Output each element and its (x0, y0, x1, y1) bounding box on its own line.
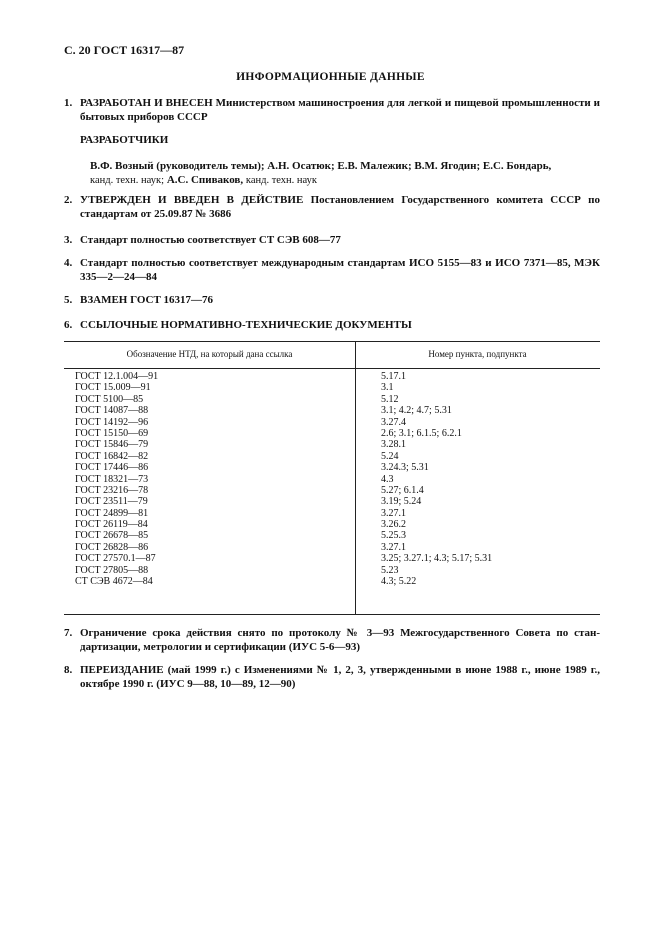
item-number: 7. (64, 627, 73, 639)
table-row (64, 496, 600, 507)
item-number: 4. (64, 257, 73, 269)
page-header: С. 20 ГОСТ 16317—87 (64, 43, 185, 57)
developers-line-2 (90, 173, 602, 188)
table-row (64, 371, 600, 382)
ntd-designation: ГОСТ 15.009—91 (75, 382, 151, 394)
clause-numbers: 3.25; 3.27.1; 4.3; 5.17; 5.31 (381, 553, 493, 565)
table-rule-bottom (64, 614, 600, 615)
clause-numbers: 5.25.3 (381, 530, 406, 542)
ntd-designation: ГОСТ 15150—69 (75, 427, 149, 439)
ntd-designation: ГОСТ 27805—88 (75, 564, 149, 576)
table-header-designation: Обозначение НТД, на который дана ссылка (126, 349, 293, 359)
item-body: Министерством машиностроения для легкой и пищевой промышленности и бытовых приборов СССР (80, 97, 601, 123)
clause-numbers: 5.17.1 (381, 371, 406, 382)
ntd-designation: ГОСТ 18321—73 (75, 473, 149, 485)
clause-numbers: 3.26.2 (381, 519, 406, 531)
clause-numbers: 2.6; 3.1; 6.1.5; 6.2.1 (381, 427, 462, 439)
table-row (64, 394, 600, 405)
clause-numbers: 4.3; 5.22 (381, 576, 417, 588)
ntd-designation: ГОСТ 14087—88 (75, 405, 149, 417)
item-number: 5. (64, 294, 73, 306)
table-row (64, 508, 600, 519)
item-number: 1. (64, 97, 73, 109)
ntd-designation: ГОСТ 14192—96 (75, 416, 149, 428)
clause-numbers: 3.1 (381, 382, 394, 394)
table-row (64, 542, 600, 553)
item-1 (64, 96, 600, 124)
item-number: 3. (64, 234, 73, 246)
item-lead: УТВЕРЖДЕН И ВВЕДЕН В ДЕЙСТВИЕ (80, 194, 304, 206)
ntd-designation: ГОСТ 5100—85 (75, 393, 144, 405)
clause-numbers: 3.19; 5.24 (381, 496, 422, 508)
table-row (64, 565, 600, 576)
clause-numbers: 3.24.3; 5.31 (381, 462, 429, 474)
ntd-designation: ГОСТ 27570.1—87 (75, 553, 156, 565)
item-text: Ограничение срока действия снято по протоколу № 3—93 Межгосударственного Совета по стандартизации, метрологии и сертификации (ИУС 5-6—93) (80, 627, 600, 653)
table-row (64, 462, 600, 473)
ntd-designation: ГОСТ 15846—79 (75, 439, 149, 451)
item-text: Стандарт полностью соответствует международным стандартам ИСО 5155—83 и ИСО 7371—85, МЭК 335—2—24—84 (80, 257, 600, 283)
table-row (64, 439, 600, 450)
item-7 (64, 626, 600, 654)
table-row (64, 451, 600, 462)
item-text: ВЗАМЕН ГОСТ 16317—76 (80, 294, 214, 306)
clause-numbers: 3.27.1 (381, 507, 406, 519)
ntd-designation: ГОСТ 26678—85 (75, 530, 149, 542)
table-row (64, 485, 600, 496)
item-lead: РАЗРАБОТАН И ВНЕСЕН (80, 97, 213, 109)
ntd-designation: ГОСТ 26828—86 (75, 541, 149, 553)
ntd-designation: ГОСТ 23216—78 (75, 484, 149, 496)
ntd-designation: СТ СЭВ 4672—84 (75, 576, 153, 588)
item-3 (64, 233, 600, 247)
clause-numbers: 5.24 (381, 450, 399, 462)
table-row (64, 405, 600, 416)
item-text (80, 96, 600, 124)
clause-numbers: 3.27.1 (381, 541, 406, 553)
table-row (64, 474, 600, 485)
clause-numbers: 4.3 (381, 473, 394, 485)
clause-numbers: 3.1; 4.2; 4.7; 5.31 (381, 405, 452, 417)
item-text: ССЫЛОЧНЫЕ НОРМАТИВНО-ТЕХНИЧЕСКИЕ ДОКУМЕНТЫ (80, 319, 412, 331)
developers-heading: РАЗРАБОТЧИКИ (80, 134, 169, 146)
item-number: 2. (64, 194, 73, 206)
clause-numbers: 5.12 (381, 393, 399, 405)
document-title: ИНФОРМАЦИОННЫЕ ДАННЫЕ (236, 71, 425, 83)
table-row (64, 417, 600, 428)
item-6 (64, 318, 600, 332)
degree-text: канд. техн. наук; (90, 175, 165, 186)
item-text: Стандарт полностью соответствует СТ СЭВ 608—77 (80, 234, 341, 246)
table-rule-header (64, 368, 600, 369)
item-text (80, 193, 600, 221)
ntd-designation: ГОСТ 17446—86 (75, 462, 149, 474)
item-text: ПЕРЕИЗДАНИЕ (май 1999 г.) с Изменениями № 1, 2, 3, утвержденными в июне 1988 г., июне 1989 г., октябре 1990 г. (ИУС 9—88, 10—89, 12—90) (80, 664, 600, 690)
ntd-designation: ГОСТ 23511—79 (75, 496, 148, 508)
degree-text: канд. техн. наук (245, 175, 318, 186)
table-row (64, 382, 600, 393)
clause-numbers: 5.27; 6.1.4 (381, 484, 424, 496)
clause-numbers: 3.28.1 (381, 439, 406, 451)
table-row (64, 553, 600, 564)
table-row (64, 530, 600, 541)
item-number: 8. (64, 664, 73, 676)
item-8 (64, 663, 600, 691)
ntd-designation: ГОСТ 16842—82 (75, 450, 149, 462)
table-rule-top (64, 341, 600, 342)
developers-line-1: В.Ф. Возный (руководитель темы); А.Н. Осатюк; Е.В. Малежик; В.М. Ягодин; Е.С. Бондарь, (90, 160, 552, 172)
table-body (64, 371, 600, 587)
table-row (64, 519, 600, 530)
developer-name: А.С. Спиваков, (166, 174, 244, 186)
table-row (64, 576, 600, 587)
item-4 (64, 256, 600, 284)
clause-numbers: 3.27.4 (381, 416, 406, 428)
table-row (64, 428, 600, 439)
item-2 (64, 193, 600, 221)
table-header-clause: Номер пункта, подпункта (428, 349, 527, 359)
ntd-designation: ГОСТ 12.1.004—91 (75, 371, 159, 382)
ntd-designation: ГОСТ 24899—81 (75, 507, 149, 519)
item-body: Постановлением Государственного комитета СССР по стандартам от 25.09.87 № 3686 (80, 194, 600, 220)
clause-numbers: 5.23 (381, 564, 399, 576)
item-number: 6. (64, 319, 73, 331)
ntd-designation: ГОСТ 26119—84 (75, 519, 148, 531)
developers-list (90, 159, 602, 188)
item-5 (64, 293, 600, 307)
